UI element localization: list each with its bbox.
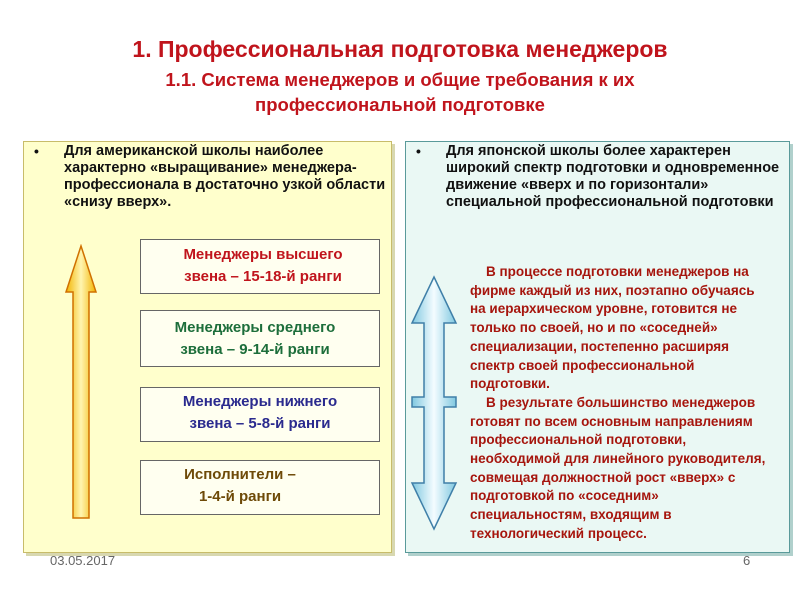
up-arrow-icon (64, 244, 98, 522)
slide-title: 1. Профессиональная подготовка менеджеров (132, 36, 668, 62)
rank-range: звена – 9-14-й ранги (180, 341, 330, 358)
rank-box-top (140, 239, 380, 294)
description-paragraph-2: В результате большинство менеджеров готовят по всем основным направлениям профессиональной подготовки, необходимой для линейного руководителя, совмещая должностной рост «вверх» с подготовкой по «соседним» специальностям, входящим в технологический процесс. (470, 394, 766, 541)
slide-subtitle: 1.1. Система менеджеров и общие требования к их профессиональной подготовке (165, 69, 635, 115)
japanese-school-description (470, 263, 772, 544)
bullet-marker: • (416, 143, 421, 159)
slide-page-number: 6 (743, 553, 751, 568)
description-paragraph-1: В процессе подготовки менеджеров на фирме каждый из них, поэтапно обучаясь на иерархическом уровне, готовится не только по своей, но и по «соседней» специализации, постепенно расширяя спектр своей профессиональной подготовки. (470, 264, 755, 392)
rank-range: звена – 5-8-й ранги (189, 415, 331, 432)
rank-label: Исполнители – (184, 466, 296, 483)
rank-box-lower (140, 387, 380, 442)
slide-date: 03.05.2017 (50, 553, 116, 568)
american-school-bullet (34, 143, 386, 211)
rank-range: звена – 15-18-й ранги (184, 268, 342, 285)
double-arrow-icon (410, 275, 460, 531)
rank-box-executors (140, 460, 380, 515)
rank-label: Менеджеры высшего (183, 246, 343, 263)
japanese-school-bullet (416, 143, 781, 211)
rank-box-middle (140, 310, 380, 367)
rank-label: Менеджеры нижнего (182, 393, 338, 410)
american-school-text: Для американской школы наиболее характерно «выращивание» менеджера-профессионала в достаточно узкой области «снизу вверх». (64, 143, 386, 210)
rank-label: Менеджеры среднего (174, 319, 336, 336)
japanese-school-text: Для японской школы более характерен широкий спектр подготовки и одновременное движение «вверх и по горизонтали» специальной профессиональной подготовки (446, 143, 780, 210)
bullet-marker: • (34, 143, 39, 159)
rank-range: 1-4-й ранги (198, 488, 282, 505)
